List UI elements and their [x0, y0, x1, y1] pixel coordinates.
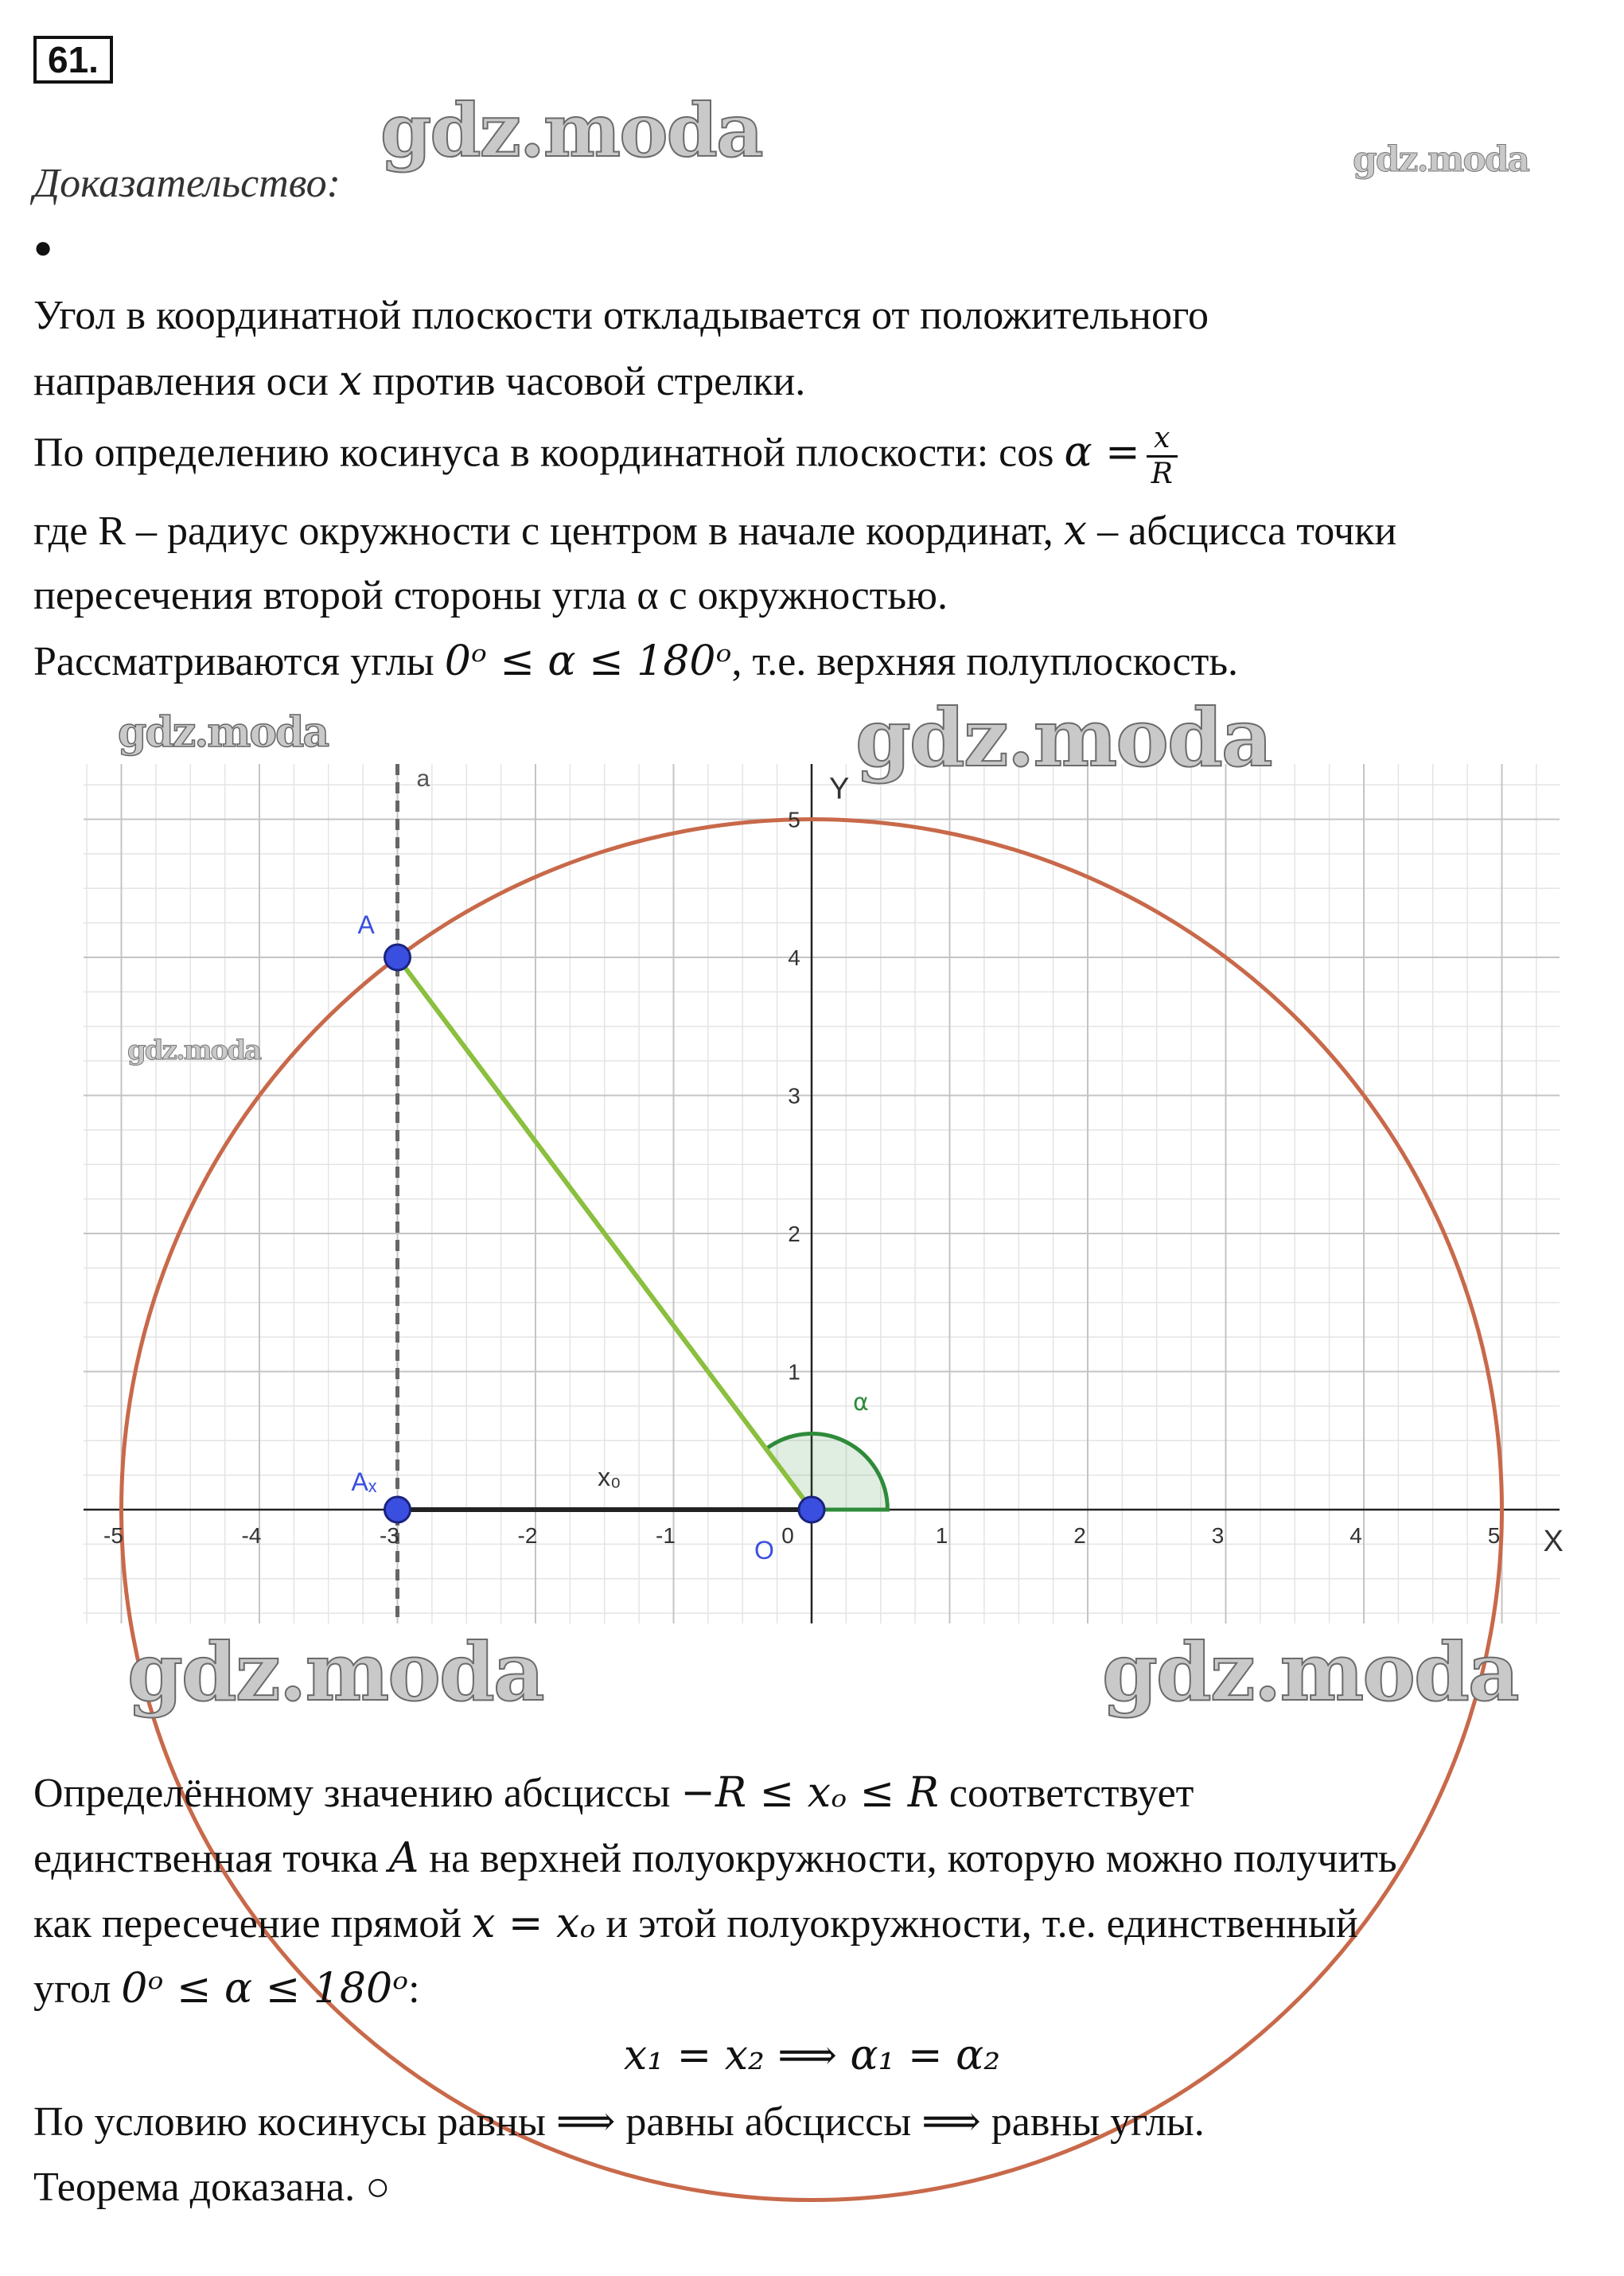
fraction-numerator: x: [1147, 422, 1178, 458]
y-axis-label: Y: [829, 772, 850, 806]
watermark-chart-top: gdz.moda: [855, 691, 1272, 785]
point-2: [799, 1497, 824, 1522]
paragraph-3-line-2: пересечения второй стороны угла α с окружностью.: [33, 573, 948, 618]
text-fragment: соответствует: [938, 1771, 1194, 1816]
proof-label: Доказательство:: [33, 161, 341, 206]
x-tick-label: 4: [1349, 1523, 1362, 1548]
math-line-eq: x = xₒ: [472, 1900, 596, 1947]
text-fragment: угол: [33, 1966, 122, 2012]
text-fragment: , т.е. верхняя полуплоскость.: [731, 639, 1239, 684]
watermark-bottom-left: gdz.moda: [127, 1625, 543, 1719]
x-tick-label: -1: [656, 1523, 676, 1548]
text-fragment: Определённому значению абсциссы: [33, 1771, 681, 1816]
point-0: [385, 945, 411, 970]
point-label-o: O: [754, 1536, 774, 1565]
text-fragment: Рассматриваются углы: [33, 639, 445, 684]
math-x: x: [338, 357, 363, 405]
text-fragment: как пересечение прямой: [33, 1901, 473, 1947]
text-fragment: против часовой стрелки.: [362, 359, 806, 404]
paragraph-7: [33, 1899, 1358, 1949]
math-alpha: α =: [1064, 428, 1140, 477]
text-fragment: где R – радиус окружности с центром в начале координат,: [33, 509, 1064, 554]
x-tick-label: -5: [103, 1523, 123, 1548]
y-tick-label: 3: [788, 1083, 800, 1109]
fraction-denominator: R: [1151, 458, 1173, 490]
paragraph-10: Теорема доказана. ○: [33, 2165, 391, 2210]
text-fragment: на верхней полуокружности, которую можно получить: [419, 1836, 1397, 1881]
x-tick-label: 2: [1073, 1523, 1086, 1548]
segment-x0-label: x₀: [598, 1463, 621, 1491]
x-tick-label: -4: [241, 1523, 262, 1548]
angle-alpha-label: α: [853, 1389, 869, 1417]
math-x: x: [1063, 507, 1088, 555]
line-a-label: a: [416, 766, 430, 792]
y-tick-label: 1: [788, 1359, 800, 1385]
paragraph-9: По условию косинусы равны ⟹ равны абсциссы ⟹ равны углы.: [33, 2099, 1205, 2145]
x-axis-label: X: [1543, 1525, 1564, 1558]
math-angle-range: 0ᵒ ≤ α ≤ 180ᵒ: [444, 637, 732, 685]
y-tick-label: 4: [788, 945, 800, 970]
text-fragment: направления оси: [33, 359, 339, 404]
paragraph-5: [33, 1768, 1194, 1818]
x-tick-label: 3: [1211, 1523, 1225, 1548]
x-tick-label: 5: [1487, 1523, 1501, 1548]
y-tick-label: 2: [788, 1222, 800, 1246]
watermark-top-small: gdz.moda: [1353, 139, 1529, 180]
watermark-chart-left: gdz.moda: [127, 1035, 261, 1066]
paragraph-6: [33, 1834, 1397, 1884]
text-fragment: и этой полуокружности, т.е. единственный: [595, 1901, 1358, 1947]
math-angle-range: 0ᵒ ≤ α ≤ 180ᵒ: [121, 1965, 409, 2013]
x-tick-label: -2: [517, 1523, 538, 1548]
bullet: ●: [33, 229, 53, 265]
math-abscissa-range: −R ≤ xₒ ≤ R: [680, 1769, 939, 1817]
paragraph-1-line-1: Угол в координатной плоскости откладывается от положительного: [33, 293, 1209, 338]
text-fragment: – абсцисса точки: [1087, 509, 1397, 554]
x-tick-label: 1: [935, 1523, 948, 1548]
paragraph-8: [33, 1964, 420, 2014]
math-point-a: A: [388, 1834, 419, 1882]
watermark-top-big: gdz.moda: [380, 88, 762, 173]
text-fragment: :: [408, 1966, 420, 2012]
problem-number: 61.: [33, 36, 113, 84]
y-tick-label: 5: [788, 807, 800, 832]
point-1: [385, 1497, 411, 1522]
point-label-ax: Aₓ: [351, 1467, 377, 1496]
formula: x₁ = x₂ ⟹ α₁ = α₂: [623, 2032, 1001, 2079]
text-fragment: По определению косинуса в координатной плоскости: cos: [33, 430, 1065, 476]
x-tick-label-zero: 0: [781, 1523, 794, 1548]
x-tick-label: -3: [380, 1523, 399, 1548]
point-label-a: A: [357, 910, 375, 939]
text-fragment: единственная точка: [33, 1836, 389, 1881]
watermark-bottom-right: gdz.moda: [1102, 1625, 1518, 1719]
watermark-chart-top-left: gdz.moda: [118, 708, 329, 757]
